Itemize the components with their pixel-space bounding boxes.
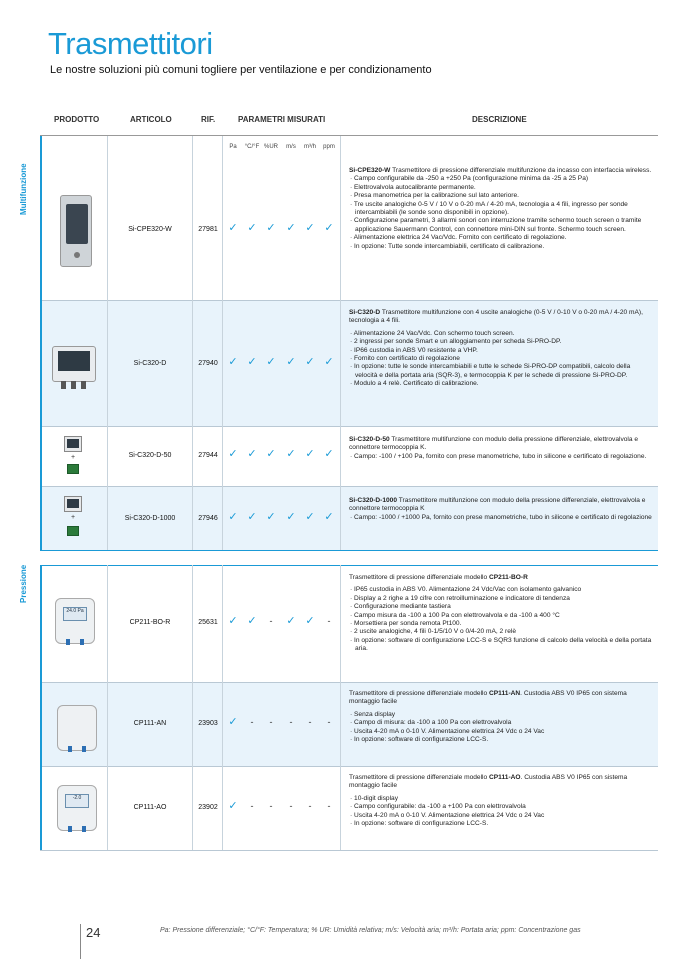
header-parametri: PARAMETRI MISURATI — [238, 115, 326, 124]
check-icon: ✓ — [286, 448, 296, 460]
rif-code: 27940 — [198, 360, 218, 367]
article-code: CP111-AO — [133, 804, 167, 811]
description-cp111-an — [349, 690, 654, 744]
dash-mark: - — [269, 717, 273, 727]
check-icon: ✓ — [324, 448, 334, 460]
header-rif: RIF. — [201, 115, 216, 124]
unit-temp: °C/°F — [244, 144, 260, 150]
desc-bullet: · Senza display — [350, 710, 396, 718]
check-icon: ✓ — [228, 222, 238, 234]
desc-intro: . Custodia ABS V0 IP65 con sistema montaggio facile — [349, 690, 627, 706]
desc-bullet: · 2 uscite analogiche, 4 fili 0-1/5/10 V o 0/4-20 mA, 2 relè — [350, 628, 517, 636]
desc-bullet: · Campo configurabile: da -100 a +100 Pa con elettrovalvola — [350, 803, 526, 811]
unit-ppm: ppm — [323, 144, 335, 150]
product-image-si-c320-d-1000 — [64, 496, 82, 512]
header-descrizione: DESCRIZIONE — [472, 115, 527, 124]
section-bar-multifunzione — [40, 136, 42, 550]
desc-title: Si-C320-D-50 — [349, 436, 390, 443]
dash-mark: - — [327, 801, 331, 811]
description-si-cpe320-w — [349, 167, 654, 251]
desc-bullet: · Fornito con certificato di regolazione — [350, 355, 460, 363]
footer-divider — [80, 924, 81, 959]
desc-bullet: · Configurazione mediante tastiera — [350, 603, 451, 611]
description-cp211-bo-r — [349, 574, 654, 654]
desc-intro: Trasmettitore multifunzione con 4 uscite analogiche (0-5 V / 0-10 V o 0-20 mA / 4-20 mA), tecnologia a 4 fili. — [349, 309, 643, 325]
desc-bullet: · Display a 2 righe a 19 cifre con retroilluminazione e indicatore di tendenza — [350, 594, 570, 602]
desc-title: CP111-AN — [489, 690, 521, 697]
row-divider — [40, 426, 658, 427]
desc-bullet: · IP66 custodia in ABS V0 resistente a VHP. — [350, 346, 478, 354]
check-icon: ✓ — [228, 356, 238, 368]
rif-code: 23903 — [198, 720, 218, 727]
col-divider — [340, 565, 341, 850]
rif-code: 23902 — [198, 804, 218, 811]
product-image-si-cpe320-w — [60, 195, 92, 267]
article-code: CP111-AN — [133, 720, 167, 727]
desc-bullet: · In opzione: software di configurazione LCC-S. — [350, 820, 489, 828]
dash-mark: - — [250, 801, 254, 811]
article-code: Si-C320-D — [133, 360, 167, 367]
row-divider — [40, 300, 658, 301]
check-icon: ✓ — [305, 615, 315, 627]
header-prodotto: PRODOTTO — [54, 115, 100, 124]
device-display: -2.0 — [65, 794, 89, 808]
check-icon: ✓ — [266, 222, 276, 234]
section-divider — [40, 550, 658, 551]
section-divider — [40, 565, 658, 566]
page-number: 24 — [86, 925, 101, 940]
dash-mark: - — [308, 801, 312, 811]
row-divider — [40, 850, 658, 851]
desc-bullet: · Elettrovalvola autocalibrante permanente. — [350, 183, 476, 191]
desc-title: Si-C320-D — [349, 309, 381, 316]
check-icon: ✓ — [266, 356, 276, 368]
desc-title: Si-CPE320-W — [349, 167, 391, 174]
dash-mark: - — [269, 616, 273, 626]
desc-bullet: · Morsettiera per sonda remota Pt100. — [350, 620, 462, 628]
check-icon: ✓ — [247, 222, 257, 234]
page-title: Trasmettitori — [48, 26, 213, 61]
desc-pre: Trasmettitore di pressione differenziale modello — [349, 774, 490, 781]
check-icon: ✓ — [266, 448, 276, 460]
desc-pre: Trasmettitore di pressione differenziale modello — [349, 690, 490, 697]
desc-title: Si-C320-D-1000 — [349, 497, 398, 504]
dash-mark: - — [250, 717, 254, 727]
check-icon: ✓ — [324, 356, 334, 368]
unit-ur: %UR — [263, 144, 278, 150]
section-label-pressione: Pressione — [19, 564, 28, 603]
check-icon: ✓ — [324, 511, 334, 523]
product-image-si-c320-d-50 — [64, 436, 82, 452]
unit-m3h: m³/h — [304, 144, 316, 150]
check-icon: ✓ — [228, 448, 238, 460]
desc-bullet: · 10-digit display — [350, 794, 399, 802]
check-icon: ✓ — [247, 448, 257, 460]
desc-intro: . Custodia ABS V0 IP65 con sistema montaggio facile — [349, 774, 628, 790]
check-icon: ✓ — [286, 615, 296, 627]
plus-sign: + — [71, 514, 76, 521]
dash-mark: - — [289, 801, 293, 811]
device-display: 24.0 Pa — [63, 607, 87, 621]
desc-bullet: · In opzione: tutte le sonde intercambiabili e tutte le schede Si-PRO-DP compatibili, calcolo della velocità e della portata aria (SQR-3), e termocoppia K per le schede di pressione Si-PRO-DP. — [350, 363, 631, 379]
desc-pre: Trasmettitore di pressione differenziale modello — [349, 574, 490, 581]
description-cp111-ao — [349, 774, 654, 828]
desc-bullet: · Uscita 4-20 mA o 0-10 V. Alimentazione elettrica 24 Vdc o 24 Vac — [350, 811, 545, 819]
module-image — [67, 526, 79, 536]
module-image — [67, 464, 79, 474]
check-icon: ✓ — [247, 615, 257, 627]
desc-bullet: · In opzione: software di configurazione LCC-S. — [350, 736, 489, 744]
check-icon: ✓ — [247, 356, 257, 368]
desc-bullet: · Alimentazione 24 Vac/Vdc. Con schermo touch screen. — [350, 329, 515, 337]
rif-code: 27946 — [198, 515, 218, 522]
product-image-si-c320-d — [52, 346, 96, 382]
col-divider — [192, 136, 193, 550]
footer-legend: Pa: Pressione differenziale; °C/°F: Temperatura; % UR: Umidità relativa; m/s: Velocità aria; m³/h: Portata aria; ppm: Concentrazione gas — [160, 927, 581, 934]
check-icon: ✓ — [228, 800, 238, 812]
dash-mark: - — [327, 616, 331, 626]
desc-bullet: · Configurazione parametri, 3 allarmi sonori con interruzione tramite schermo touch screen o tramite applicazione Sauermann Control, con connettore mini-DIN sul fronte. Schermo touch screen. — [350, 217, 642, 233]
dash-mark: - — [327, 717, 331, 727]
check-icon: ✓ — [305, 356, 315, 368]
article-code: Si-C320-D-50 — [128, 452, 172, 459]
desc-title: CP111-AO — [489, 774, 521, 781]
check-icon: ✓ — [286, 356, 296, 368]
check-icon: ✓ — [228, 716, 238, 728]
desc-bullet: · Campo: -1000 / +1000 Pa, fornito con prese manometriche, tubo in silicone e certificato di regolazione — [350, 513, 652, 521]
desc-bullet: · Tre uscite analogiche 0-5 V / 10 V o 0-20 mA / 4-20 mA, tecnologia a 4 fili, ingresso per sonde intercambiabili (le sonde sono disponibili in opzione). — [350, 200, 628, 217]
header-divider — [40, 135, 658, 136]
check-icon: ✓ — [305, 448, 315, 460]
desc-bullet: · Alimentazione elettrica 24 Vac/Vdc. Fornito con certificato di regolazione. — [350, 234, 567, 242]
desc-bullet: · Modulo a 4 relè. Certificato di calibrazione. — [350, 380, 479, 388]
section-label-multifunzione: Multifunzione — [19, 163, 28, 215]
desc-bullet: · Campo configurabile da -250 a +250 Pa (configurazione minima da -25 a 25 Pa) — [350, 175, 589, 183]
desc-bullet: · Presa manometrica per la calibrazione sul lato anteriore. — [350, 192, 519, 200]
desc-intro: Trasmettitore multifunzione con modulo della pressione differenziale, elettrovalvola e connettore termocoppia K — [349, 497, 646, 513]
check-icon: ✓ — [324, 222, 334, 234]
check-icon: ✓ — [266, 511, 276, 523]
rif-code: 27981 — [198, 226, 218, 233]
desc-bullet: · In opzione: software di configurazione LCC-S e SQR3 funzione di calcolo della velocità e della portata aria. — [350, 636, 652, 653]
desc-title: CP211-BO-R — [489, 574, 528, 581]
rif-code: 25631 — [198, 619, 218, 626]
check-icon: ✓ — [228, 615, 238, 627]
header-articolo: ARTICOLO — [130, 115, 172, 124]
product-image-cp211-bo-r — [55, 598, 95, 644]
dash-mark: - — [269, 801, 273, 811]
desc-bullet: · 2 ingressi per sonde Smart e un alloggiamento per scheda Si-PRO-DP. — [350, 338, 562, 346]
desc-bullet: · Campo di misura: da -100 a 100 Pa con elettrovalvola — [350, 719, 512, 727]
rif-code: 27944 — [198, 452, 218, 459]
product-image-cp111-an — [57, 705, 97, 751]
description-si-c320-d-1000 — [349, 497, 654, 522]
desc-bullet: · Campo: -100 / +100 Pa, fornito con prese manometriche, tubo in silicone e certificato di regolazione. — [350, 452, 647, 460]
col-divider — [340, 136, 341, 550]
page-subtitle: Le nostre soluzioni più comuni togliere per ventilazione e per condizionamento — [50, 64, 432, 76]
check-icon: ✓ — [228, 511, 238, 523]
row-divider — [40, 486, 658, 487]
col-divider — [222, 136, 223, 550]
desc-bullet: · IP65 custodia in ABS V0. Alimentazione 24 Vdc/Vac con isolamento galvanico — [350, 586, 582, 594]
desc-intro: Trasmettitore di pressione differenziale multifunzione da incasso con interfaccia wireless. — [390, 167, 652, 174]
description-si-c320-d — [349, 309, 654, 389]
article-code: Si-C320-D-1000 — [124, 515, 176, 522]
product-image-cp111-ao — [57, 785, 97, 831]
check-icon: ✓ — [305, 222, 315, 234]
desc-bullet: · Campo misura da -100 a 100 Pa con elettrovalvola e da -100 a 400 °C — [350, 611, 560, 619]
desc-intro: Trasmettitore multifunzione con modulo della pressione differenziale, elettrovalvola e connettore termocoppia K. — [349, 436, 639, 452]
col-divider — [107, 136, 108, 550]
check-icon: ✓ — [247, 511, 257, 523]
dash-mark: - — [308, 717, 312, 727]
check-icon: ✓ — [286, 222, 296, 234]
col-divider — [107, 565, 108, 850]
unit-pa: Pa — [229, 144, 237, 150]
row-divider — [40, 682, 658, 683]
article-code: Si-CPE320-W — [128, 226, 172, 233]
section-bar-pressione — [40, 565, 42, 850]
desc-bullet: · In opzione: Tutte sonde intercambiabili, certificato di calibrazione. — [350, 242, 545, 250]
check-icon: ✓ — [305, 511, 315, 523]
dash-mark: - — [289, 717, 293, 727]
description-si-c320-d-50 — [349, 436, 654, 461]
check-icon: ✓ — [286, 511, 296, 523]
plus-sign: + — [71, 454, 76, 461]
article-code: CP211-BO-R — [129, 619, 171, 626]
row-divider — [40, 766, 658, 767]
unit-ms: m/s — [286, 144, 296, 150]
desc-bullet: · Uscita 4-20 mA o 0-10 V. Alimentazione elettrica 24 Vdc o 24 Vac — [350, 727, 545, 735]
